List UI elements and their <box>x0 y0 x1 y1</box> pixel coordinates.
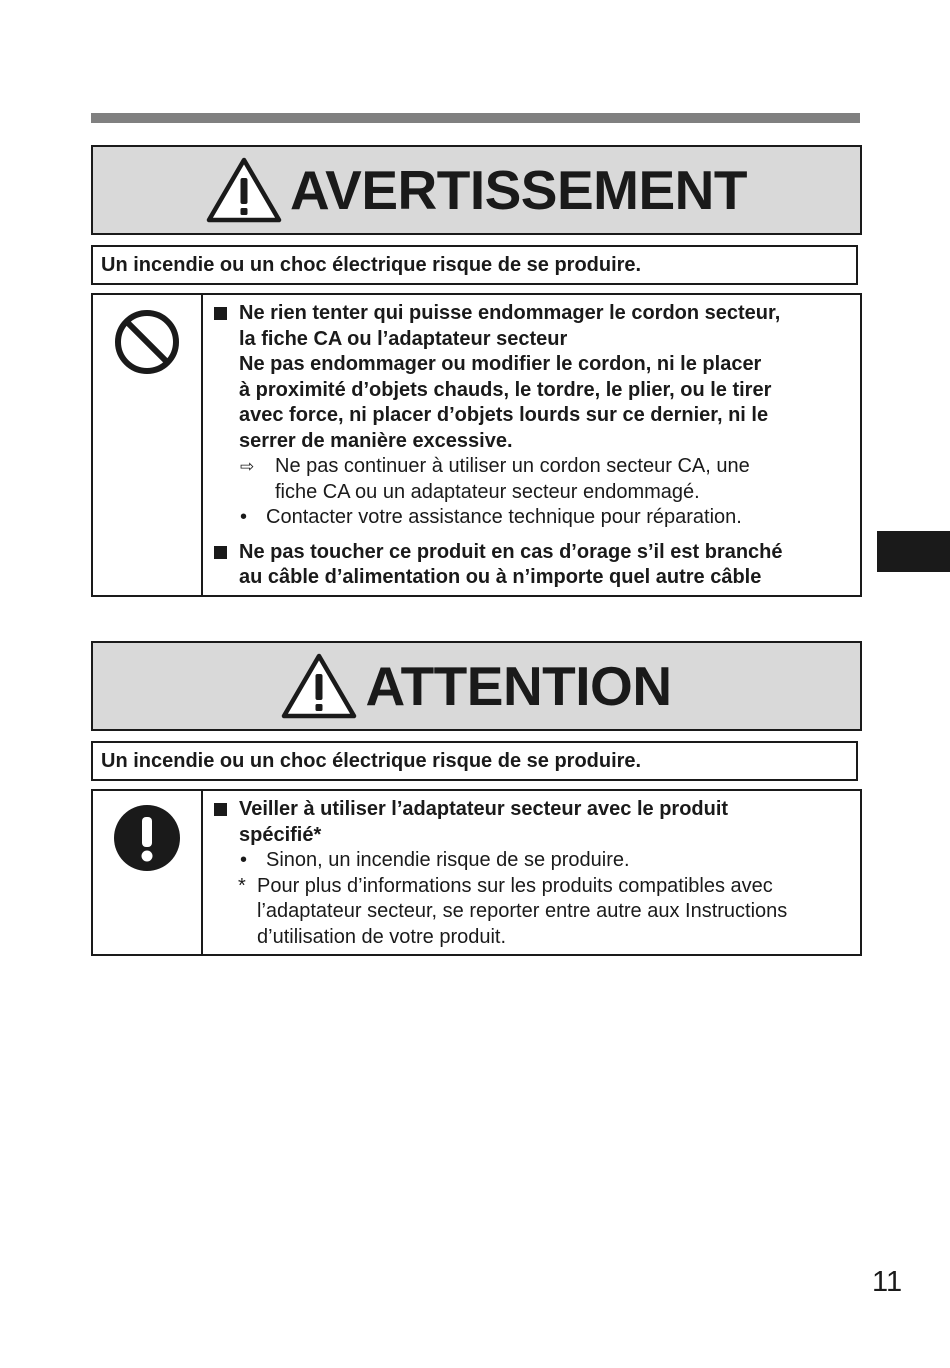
caution-content <box>91 789 862 956</box>
mandatory-exclamation-icon <box>114 805 180 871</box>
caution-text <box>203 791 860 954</box>
item-heading-line: Ne pas toucher ce produit en cas d’orage s’il est branché <box>239 540 783 563</box>
warning-title: AVERTISSEMENT <box>290 158 747 221</box>
square-bullet-icon <box>214 546 227 559</box>
page-number: 11 <box>872 1266 903 1298</box>
square-bullet-icon <box>214 803 227 816</box>
caution-banner <box>91 641 862 731</box>
square-bullet-icon <box>214 307 227 320</box>
item-body-line: à proximité d’objets chauds, le tordre, le plier, ou le tirer <box>239 378 772 401</box>
top-rule <box>91 113 860 123</box>
note-line: l’adaptateur secteur, se reporter entre autre aux Instructions <box>257 900 788 922</box>
warning-text <box>203 295 860 595</box>
arrow-right-icon: ⇨ <box>240 457 255 476</box>
prohibition-icon <box>114 309 180 375</box>
warning-content <box>91 293 862 597</box>
item-heading-line: Veiller à utiliser l’adaptateur secteur avec le produit <box>239 798 729 820</box>
warning-triangle-icon <box>281 652 357 720</box>
note-line: Pour plus d’informations sur les produits compatibles avec <box>257 874 773 897</box>
warning-risk-statement: Un incendie ou un choc électrique risque de se produire. <box>91 245 858 285</box>
note-line: Ne pas continuer à utiliser un cordon secteur CA, une <box>275 455 750 477</box>
note-line: d’utilisation de votre produit. <box>257 925 507 948</box>
item-heading-line: la fiche CA ou l’adaptateur secteur <box>239 327 568 350</box>
bullet-note <box>213 848 850 874</box>
warning-triangle-icon <box>206 156 282 224</box>
warning-item-cord <box>213 301 850 454</box>
bullet-dot-icon: • <box>240 506 248 528</box>
caution-title: ATTENTION <box>365 654 672 717</box>
item-body-line: serrer de manière excessive. <box>239 429 513 452</box>
warning-banner <box>91 145 862 235</box>
bullet-dot-icon: • <box>240 849 248 871</box>
bullet-note <box>213 505 850 531</box>
caution-risk-statement: Un incendie ou un choc électrique risque de se produire. <box>91 741 858 781</box>
arrow-note <box>213 454 850 505</box>
asterisk-marker: * <box>238 874 246 897</box>
warning-item-storm <box>213 540 850 591</box>
caution-icon-cell <box>93 791 203 954</box>
warning-icon-cell <box>93 295 203 595</box>
note-line: Sinon, un incendie risque de se produire. <box>266 849 630 871</box>
item-body-line: Ne pas endommager ou modifier le cordon, ni le placer <box>239 353 762 375</box>
item-heading-line: Ne rien tenter qui puisse endommager le cordon secteur, <box>239 302 781 324</box>
note-line: fiche CA ou un adaptateur secteur endommagé. <box>275 480 700 503</box>
caution-item-adapter <box>213 797 850 848</box>
section-tab-marker <box>877 531 950 572</box>
item-heading-line: au câble d’alimentation ou à n’importe quel autre câble <box>239 566 762 588</box>
footnote <box>213 874 850 951</box>
item-heading-line: spécifié* <box>239 823 322 846</box>
item-body-line: avec force, ni placer d’objets lourds sur ce dernier, ni le <box>239 404 769 426</box>
note-line: Contacter votre assistance technique pour réparation. <box>266 506 742 528</box>
